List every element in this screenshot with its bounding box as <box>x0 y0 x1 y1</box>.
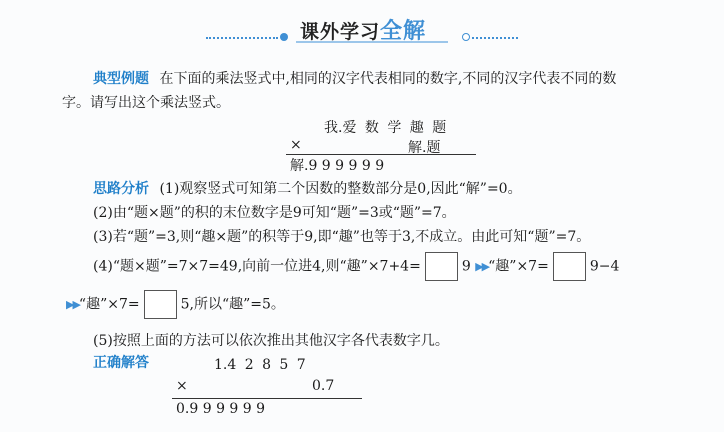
analysis-step-4-d: 9−4 <box>589 258 620 275</box>
analysis-step-4-b: 9 <box>461 258 471 275</box>
example-text-1: 在下面的乘法竖式中,相同的汉字代表相同的数字,不同的汉字代表不同的数 <box>159 71 617 87</box>
puzzle-row-2: 解.题 <box>408 140 441 156</box>
answer-row-1: 1.4 2 8 5 7 <box>214 357 306 373</box>
analysis-step-4-f: 5,所以“趣”=5。 <box>180 296 285 313</box>
analysis-step-4-a: (4)“题×题”=7×7=49,向前一位进4,则“趣”×7+4= <box>93 258 421 275</box>
answer-times-sign: × <box>176 378 188 394</box>
header-ring-icon <box>462 33 470 41</box>
double-arrow-icon: ▶▶ <box>475 260 489 273</box>
answer-rule <box>172 398 362 399</box>
answer-row-2: 0.7 <box>312 378 335 394</box>
answer-label: 正确解答 <box>93 355 149 371</box>
analysis-step-4-e: “趣”×7= <box>78 296 140 313</box>
puzzle-times-sign: × <box>290 137 302 153</box>
analysis-step-1-line <box>93 178 522 198</box>
puzzle-result: 解.9 9 9 9 9 9 <box>290 158 385 174</box>
analysis-step-4-line-2 <box>66 290 285 319</box>
section-title-highlight: 全解 <box>380 19 427 44</box>
example-line-1 <box>93 68 616 88</box>
analysis-step-4-c: “趣”×7= <box>488 258 549 275</box>
answer-blank-box-2[interactable] <box>553 252 586 281</box>
analysis-step-3: (3)若“题”=3,则“趣×题”的积等于9,即“趣”也等于3,不成立。由此可知“题”=7。 <box>93 229 591 245</box>
section-title <box>300 14 426 45</box>
analysis-step-4-line-1 <box>93 252 619 281</box>
header-dotted-line-left <box>206 37 278 39</box>
answer-blank-box-1[interactable] <box>425 252 458 281</box>
section-title-main: 课外学习 <box>300 21 381 43</box>
puzzle-row-1: 我.爱 数 学 趣 题 <box>324 120 447 136</box>
header-dotted-line-right <box>472 37 518 39</box>
answer-blank-box-3[interactable] <box>144 290 177 319</box>
analysis-step-2: (2)由“题×题”的积的末位数字是9可知“题”=3或“题”=7。 <box>93 205 456 221</box>
double-arrow-icon: ▶▶ <box>66 298 79 311</box>
example-label: 典型例题 <box>93 71 149 87</box>
analysis-label: 思路分析 <box>93 181 149 197</box>
example-line-2: 字。请写出这个乘法竖式。 <box>62 95 230 111</box>
header-dot-icon <box>280 33 288 41</box>
answer-result: 0.9 9 9 9 9 9 <box>176 401 266 417</box>
analysis-step-1: (1)观察竖式可知第二个因数的整数部分是0,因此“解”=0。 <box>159 181 522 197</box>
analysis-step-5: (5)按照上面的方法可以依次推出其他汉字各代表数字几。 <box>93 333 449 349</box>
